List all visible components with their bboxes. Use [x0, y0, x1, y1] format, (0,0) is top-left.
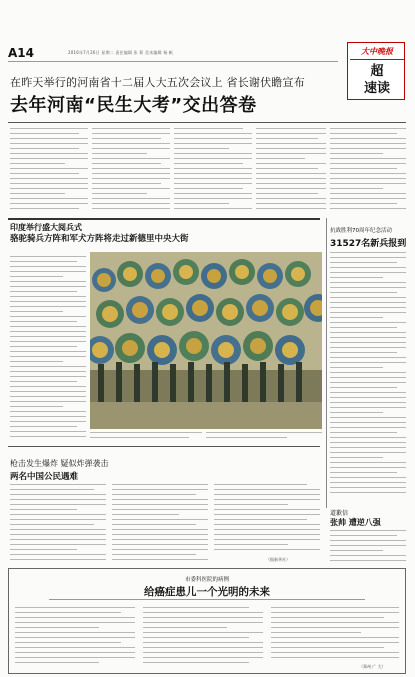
brand-subtitle-line-2: 速读 — [363, 81, 390, 96]
brand-subtitle-line-1: 超 — [370, 64, 384, 79]
page-number: A14 — [8, 46, 34, 60]
right-kicker: 抗战胜利70周年纪念活动 — [330, 228, 392, 234]
bottom-column-2 — [143, 607, 263, 669]
photo-caption — [90, 432, 202, 444]
divider — [8, 122, 406, 123]
bottom-title: 给癌症患儿一个光明的未来 — [144, 586, 270, 598]
attack-column-1 — [10, 484, 106, 564]
bottom-column-3 — [271, 607, 399, 663]
right-title: 31527名新兵报到 — [330, 239, 407, 249]
bottom-column-1 — [15, 607, 135, 669]
lead-column-5 — [330, 128, 406, 214]
section-divider — [8, 218, 320, 220]
photo-caption-2 — [206, 432, 322, 444]
parade-photo — [90, 252, 322, 429]
attack-byline: （据新华社） — [266, 557, 290, 562]
right-column-text — [330, 252, 406, 500]
brand-divider — [350, 59, 404, 60]
right2-kicker: 道歉信 — [330, 510, 349, 517]
attack-title: 两名中国公民遇难 — [10, 472, 79, 482]
lead-column-4 — [256, 128, 326, 214]
brand-subtitle — [350, 63, 404, 97]
right2-text — [330, 530, 406, 562]
parade-photo-image — [90, 252, 322, 429]
india-title: 骆驼骑兵方阵和军犬方阵将走过新德里中央大街 — [10, 234, 189, 244]
brand-box — [347, 42, 405, 100]
brand-title: 大中晚报 — [361, 47, 393, 56]
page-meta: 2016年7月26日 星期二 责任编辑 张 莉 美术编辑 杨 帆 — [68, 50, 174, 55]
page-header — [8, 48, 338, 62]
column-divider — [326, 218, 327, 508]
attack-column-3 — [214, 484, 320, 554]
india-column-text — [10, 256, 86, 442]
lead-headline: 去年河南“民生大考”交出答卷 — [10, 95, 257, 116]
attack-kicker: 枪击发生爆炸 疑似炸弹袭击 — [10, 459, 109, 468]
right2-title: 张帅 遭逆八强 — [330, 518, 381, 527]
bottom-byline: （郑州 广 大） — [359, 664, 386, 669]
lead-column-3 — [174, 128, 252, 214]
india-kicker: 印度举行盛大阅兵式 — [10, 223, 82, 232]
section-divider — [8, 446, 320, 447]
lead-column-2 — [92, 128, 170, 214]
divider — [49, 599, 365, 600]
lead-column-1 — [10, 128, 88, 214]
lead-kicker: 在昨天举行的河南省十二届人大五次会议上 省长谢伏瞻宣布 — [10, 76, 305, 89]
bottom-story-box — [8, 568, 406, 674]
bottom-kicker: 市委科医院的病例 — [184, 577, 229, 583]
attack-column-2 — [112, 484, 208, 564]
